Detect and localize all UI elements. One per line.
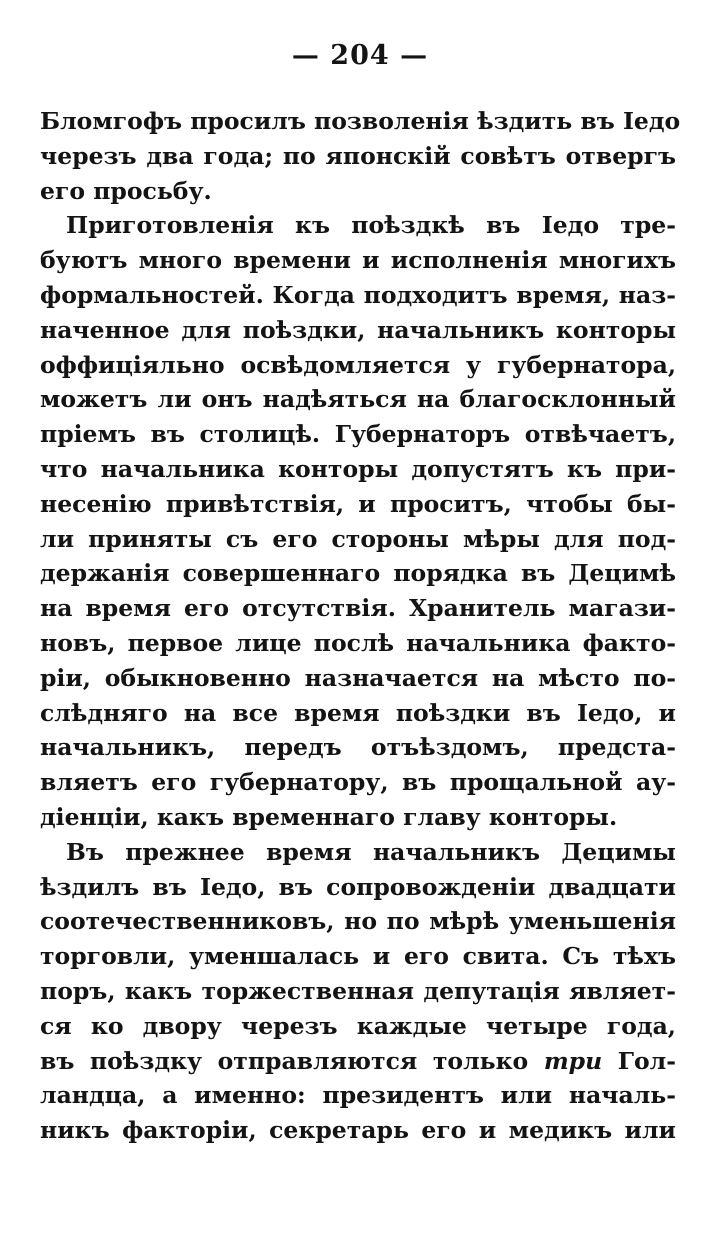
- text-line: оффиціяльно освѣдомляется у губернатора,: [40, 350, 676, 379]
- text-line: торговли, уменшалась и его свита. Съ тѣхъ: [40, 942, 676, 971]
- text-line: слѣдняго на все время поѣздки въ Іедо, и: [40, 698, 676, 727]
- text-segment: въ поѣздку отправляются только: [40, 1046, 544, 1075]
- text-line: формальностей. Когда подходитъ время, наз-: [40, 280, 676, 309]
- text-line: ріи, обыкновенно назначается на мѣсто по-: [40, 663, 676, 692]
- text-segment: Гол-: [602, 1046, 677, 1075]
- text-line: Бломгофъ просилъ позволенія ѣздить въ Іедо: [40, 107, 681, 135]
- text-line: вляетъ его губернатору, въ прощальной ау-: [40, 768, 676, 797]
- text-line: на время его отсутствія. Хранитель магази-: [40, 594, 676, 623]
- body-text: [40, 104, 681, 1148]
- paragraph-start-line: Въ прежнее время начальникъ Децимы: [66, 837, 676, 866]
- text-line: наченное для поѣздки, начальникъ конторы: [40, 315, 676, 344]
- page-number: — 204 —: [291, 40, 429, 71]
- text-line: соотечественниковъ, но по мѣрѣ уменьшенія: [40, 907, 676, 936]
- text-line: ся ко двору черезъ каждые четыре года,: [40, 1011, 676, 1040]
- text-line: держанія совершеннаго порядка въ Децимѣ: [40, 559, 676, 588]
- text-line: буютъ много времени и исполненія многихъ: [40, 246, 676, 275]
- text-line: ли приняты съ его стороны мѣры для под-: [40, 524, 676, 553]
- emphasized-word: три: [543, 1046, 603, 1075]
- paragraph-start-line: Приготовленія къ поѣздкѣ въ Іедо тре-: [66, 211, 676, 240]
- text-line: несенію привѣтствія, и проситъ, чтобы бы-: [40, 489, 676, 518]
- text-line: ландца, а именно: президентъ или началь-: [40, 1081, 676, 1110]
- text-line: новъ, первое лице послѣ начальника факто-: [40, 628, 676, 657]
- text-line: ѣздилъ въ Іедо, въ сопровожденіи двадцати: [40, 872, 676, 901]
- text-line: никъ факторіи, секретарь его и медикъ или: [40, 1116, 676, 1145]
- text-line-with-emphasis: [40, 1044, 676, 1079]
- text-line: поръ, какъ торжественная депутація являет-: [40, 976, 676, 1005]
- text-line: діенціи, какъ временнаго главу конторы.: [40, 802, 618, 831]
- text-line: его просьбу.: [40, 176, 212, 205]
- text-line: начальникъ, передъ отъѣздомъ, предста-: [40, 733, 676, 762]
- text-line: что начальника конторы допустятъ къ при-: [40, 454, 676, 483]
- text-line: можетъ ли онъ надѣяться на благосклонный: [40, 385, 676, 414]
- text-line: пріемъ въ столицѣ. Губернаторъ отвѣчаетъ,: [40, 420, 676, 449]
- text-line: черезъ два года; по японскій совѣтъ отвергъ: [40, 141, 676, 170]
